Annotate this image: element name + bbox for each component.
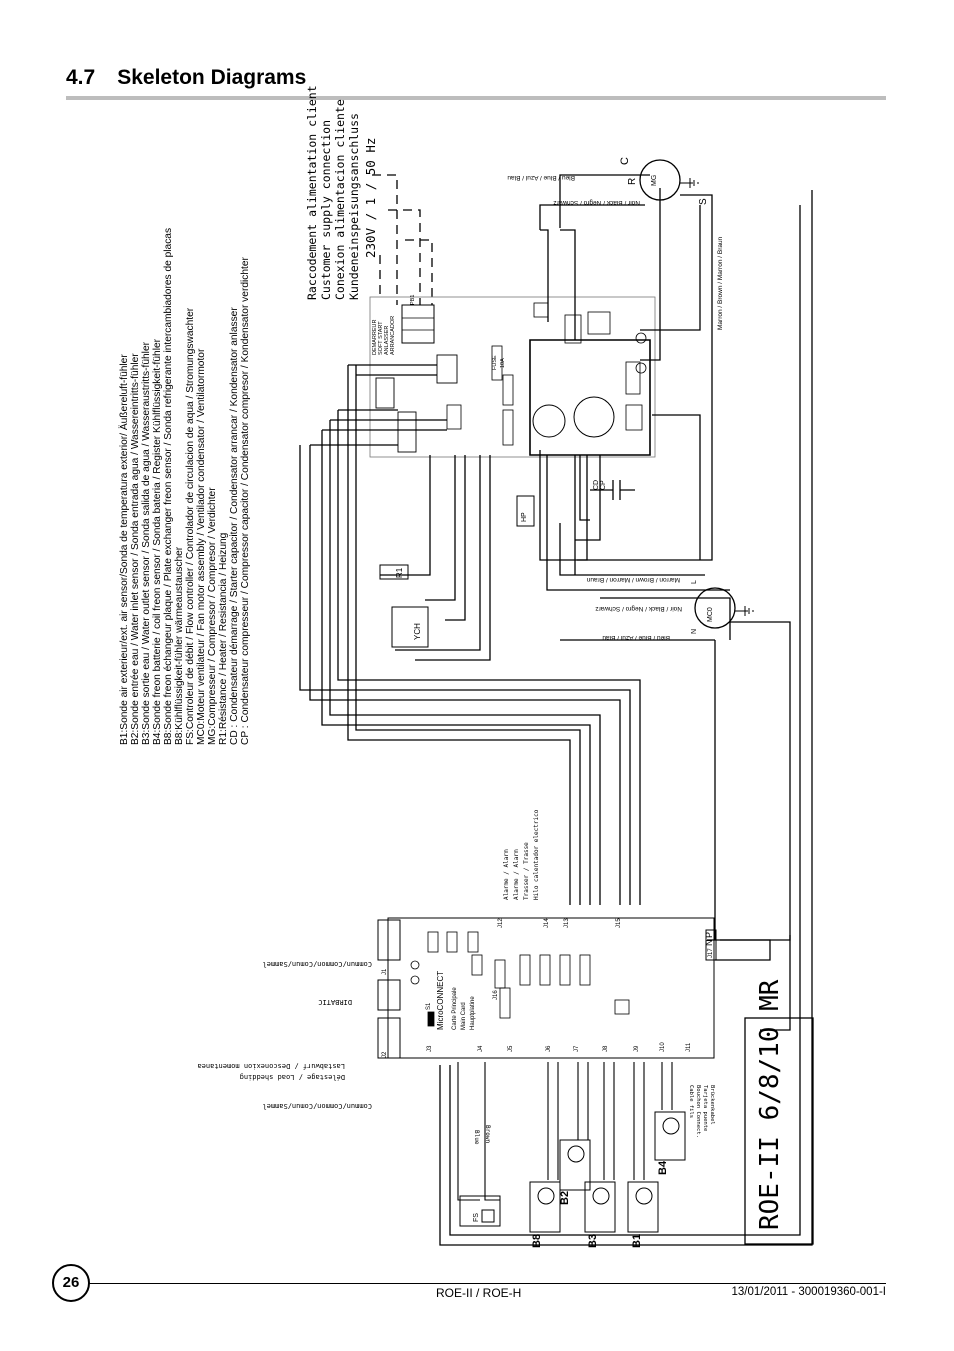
mg-terminal: C: [619, 157, 631, 165]
commun-label: Commun/Common/Comun/Sammel: [262, 960, 372, 968]
supply-label-block: [305, 85, 378, 300]
connector-j10: J10: [660, 1042, 666, 1052]
connector-j6: J6: [546, 1045, 552, 1052]
connector-j16: J16: [493, 990, 499, 1000]
fs-wire-labels: [473, 1125, 491, 1145]
card-subname: Main Card: [461, 1002, 467, 1030]
connector-j9: J9: [634, 1045, 640, 1052]
legend-line: B3:Sonde sortie eau / Water outlet sensor / Sonda salida de agua / Wasseraustritts-fühler: [141, 342, 152, 745]
card-subname: Hauptplatine: [470, 996, 476, 1030]
main-card: [378, 918, 716, 1058]
model-box: [745, 979, 813, 1244]
connector-j4: J4: [478, 1045, 484, 1052]
legend-line: B1:Sonde air exterieur/ext. air sensor/Sonda de temperatura exterior/ Äußereluft-fühler: [119, 354, 130, 745]
ych-label: YCH: [413, 623, 422, 640]
fan-motor-mc0: [691, 580, 753, 634]
alarm-label: Alarme / Alarm: [513, 849, 520, 900]
connector-j1: J1: [382, 968, 388, 975]
connector-j13: J13: [564, 918, 570, 928]
footer-docref: 13/01/2011 - 300019360-001-I: [731, 1286, 886, 1298]
connector-j12: J12: [498, 918, 504, 928]
page-number: 26: [52, 1264, 90, 1302]
connector-labels: [382, 918, 714, 1058]
b2-label: B2: [559, 1190, 571, 1205]
probe-cable-label: Brückenkabel: [709, 1085, 715, 1125]
section-number: 4.7: [66, 66, 96, 89]
legend-line: B4:Sonde freon batterie / coil freon sensor / Sonda bateria / Register Kühlflüssigkeit-fühler: [152, 338, 163, 745]
wire-label-noir: Noir / Black / Negro / Schwarz: [595, 605, 682, 612]
cp-label: CP: [600, 480, 607, 490]
compressor-mg: [619, 157, 709, 205]
footer-model: ROE-II / ROE-H: [436, 1286, 522, 1300]
delestage-label: Délestage / Load shedding: [239, 1073, 345, 1081]
connector-j5: J5: [508, 1045, 514, 1052]
fs-wire-label: Blue: [473, 1130, 480, 1145]
heater-r1: [380, 565, 408, 579]
probe-cable-label: Tarjeta puente: [702, 1085, 708, 1132]
hp-pressure-switch: [517, 496, 534, 526]
pb1-label: PB1: [410, 294, 416, 305]
mg-terminal: S: [698, 198, 709, 205]
connector-j14: J14: [544, 918, 550, 928]
wire-label-marron: Marron / Brown / Marron / Braun: [717, 236, 724, 330]
cd-label: CD: [593, 479, 600, 490]
alarm-label: Alarme / Alarm: [503, 849, 510, 900]
electrical-box: [370, 294, 655, 457]
fs-label: FS: [473, 1213, 480, 1222]
legend-line: MC0:Moteur ventilateur / Fan motor assembly / Ventilador condensator / Ventilatormotor: [196, 348, 207, 745]
probe-cable-labels: [688, 1085, 715, 1138]
mg-terminal: R: [627, 177, 638, 185]
sensor-probes: [460, 1112, 685, 1232]
dirbatic-label: DIRBATIC: [318, 998, 352, 1006]
legend-line: R1:Résistance / Heater / Resistancia / Heizung: [218, 532, 229, 745]
connector-j11: J11: [686, 1042, 692, 1052]
connector-n: N: [704, 939, 714, 946]
legend-line: CP : Condensateur compresseur / Compressor capacitor / Condensator compresor / Kondensator verdichter: [240, 257, 251, 745]
connector-j8: J8: [603, 1045, 609, 1052]
wire-label-bleu: Bleu / Blue / Azul / Blau: [507, 174, 575, 181]
mc0-label: MC0: [707, 607, 714, 622]
probe-cable-label: Bouchon Connect.: [695, 1085, 701, 1138]
b8-label: B8: [531, 1233, 543, 1248]
section-title: Skeleton Diagrams: [117, 66, 307, 89]
mc0-terminal: L: [691, 580, 698, 584]
supply-line: Conexion alimentacion cliente: [333, 99, 347, 300]
mg-label: MG: [651, 174, 658, 186]
connector-j15: J15: [616, 918, 622, 928]
supply-dashed-wires: [372, 175, 432, 305]
b4-label: B4: [657, 1160, 669, 1175]
wire-label-noir: Noir / Black / Negro / Schwarz: [553, 199, 640, 206]
supply-line: Customer supply connection: [319, 119, 333, 300]
fuse-label: FUSE: [492, 355, 498, 370]
supply-voltage: 230V / 1 / 50 Hz: [363, 137, 378, 258]
connector-j3: J3: [427, 1045, 433, 1052]
wire-label-bleu: Bleu / Blue / Azul / Blau: [602, 634, 670, 641]
mc0-terminal: N: [691, 628, 698, 634]
b3-label: B3: [587, 1233, 599, 1248]
hp-label: HP: [521, 512, 528, 522]
legend-block: [118, 228, 251, 745]
softstart-label: DEMARREUR: [372, 319, 378, 355]
connector-p: P: [704, 931, 714, 938]
wire-label-marron: Marron / Brown / Marron / Braun: [586, 576, 680, 583]
probe-cable-label: Cable fils: [688, 1085, 694, 1119]
softstart-label: ANLASSER: [384, 325, 390, 355]
b1-label: B1: [631, 1233, 643, 1248]
card-name: MicroCONNECT: [436, 970, 445, 1030]
alarm-label: Hilo calentador electrico: [533, 809, 540, 900]
softstart-label: SOFT START: [378, 321, 384, 355]
legend-line: MG:Compresseur / Compressor / Compresor / Verdichter: [207, 487, 218, 745]
legend-line: CD : Condensateur démarrage / Starter capacitor / Condensator arrancar / Kondensator anlasser: [229, 307, 240, 745]
alarm-labels: [503, 809, 540, 900]
s1-label: S1: [426, 1002, 432, 1010]
legend-line: B8:Sonde freon échangeur plaque / Plate exchanger freon sensor / Sonda refrigerante intercambiadores de placas: [163, 227, 174, 745]
legend-line: B2:Sonde entrée eau / Water inlet sensor / Sonda entrada agua / Wassereintritts-fühler: [130, 353, 141, 745]
supply-line: Kundeneinspeisungsanschluss: [347, 113, 361, 300]
model-title: ROE-II 6/8/10 MR: [755, 979, 785, 1230]
connector-j2: J2: [382, 1051, 388, 1058]
legend-line: FS:Controleur de débit / Flow controller / Controlador de circulacion de aqua / Stromungswachter: [185, 307, 196, 745]
connector-j17: J17: [708, 948, 714, 958]
card-subname: Carte Principale: [452, 987, 458, 1030]
valve-ych: [392, 607, 428, 647]
fuse-value: 10A: [500, 358, 506, 368]
lastabwurf-label: Lastabwurf / Desconexion momentanea: [197, 1062, 345, 1070]
softstart-label: ARRANCADOR: [390, 315, 396, 355]
r1-label: R1: [395, 567, 404, 578]
supply-line: Raccodement alimentation client: [305, 85, 319, 300]
card-left-labels: [197, 960, 372, 1110]
connector-j7: J7: [574, 1045, 580, 1052]
legend-line: B8:Kühlflüssigkeit-fühler wärmeaustauscher: [174, 546, 185, 745]
commun-label: Commun/Common/Comun/Sammel: [262, 1102, 372, 1110]
fs-wire-label: Brown: [484, 1125, 491, 1144]
footer-rule: [66, 1283, 886, 1284]
alarm-label: Trasser / Trasse: [523, 842, 530, 900]
